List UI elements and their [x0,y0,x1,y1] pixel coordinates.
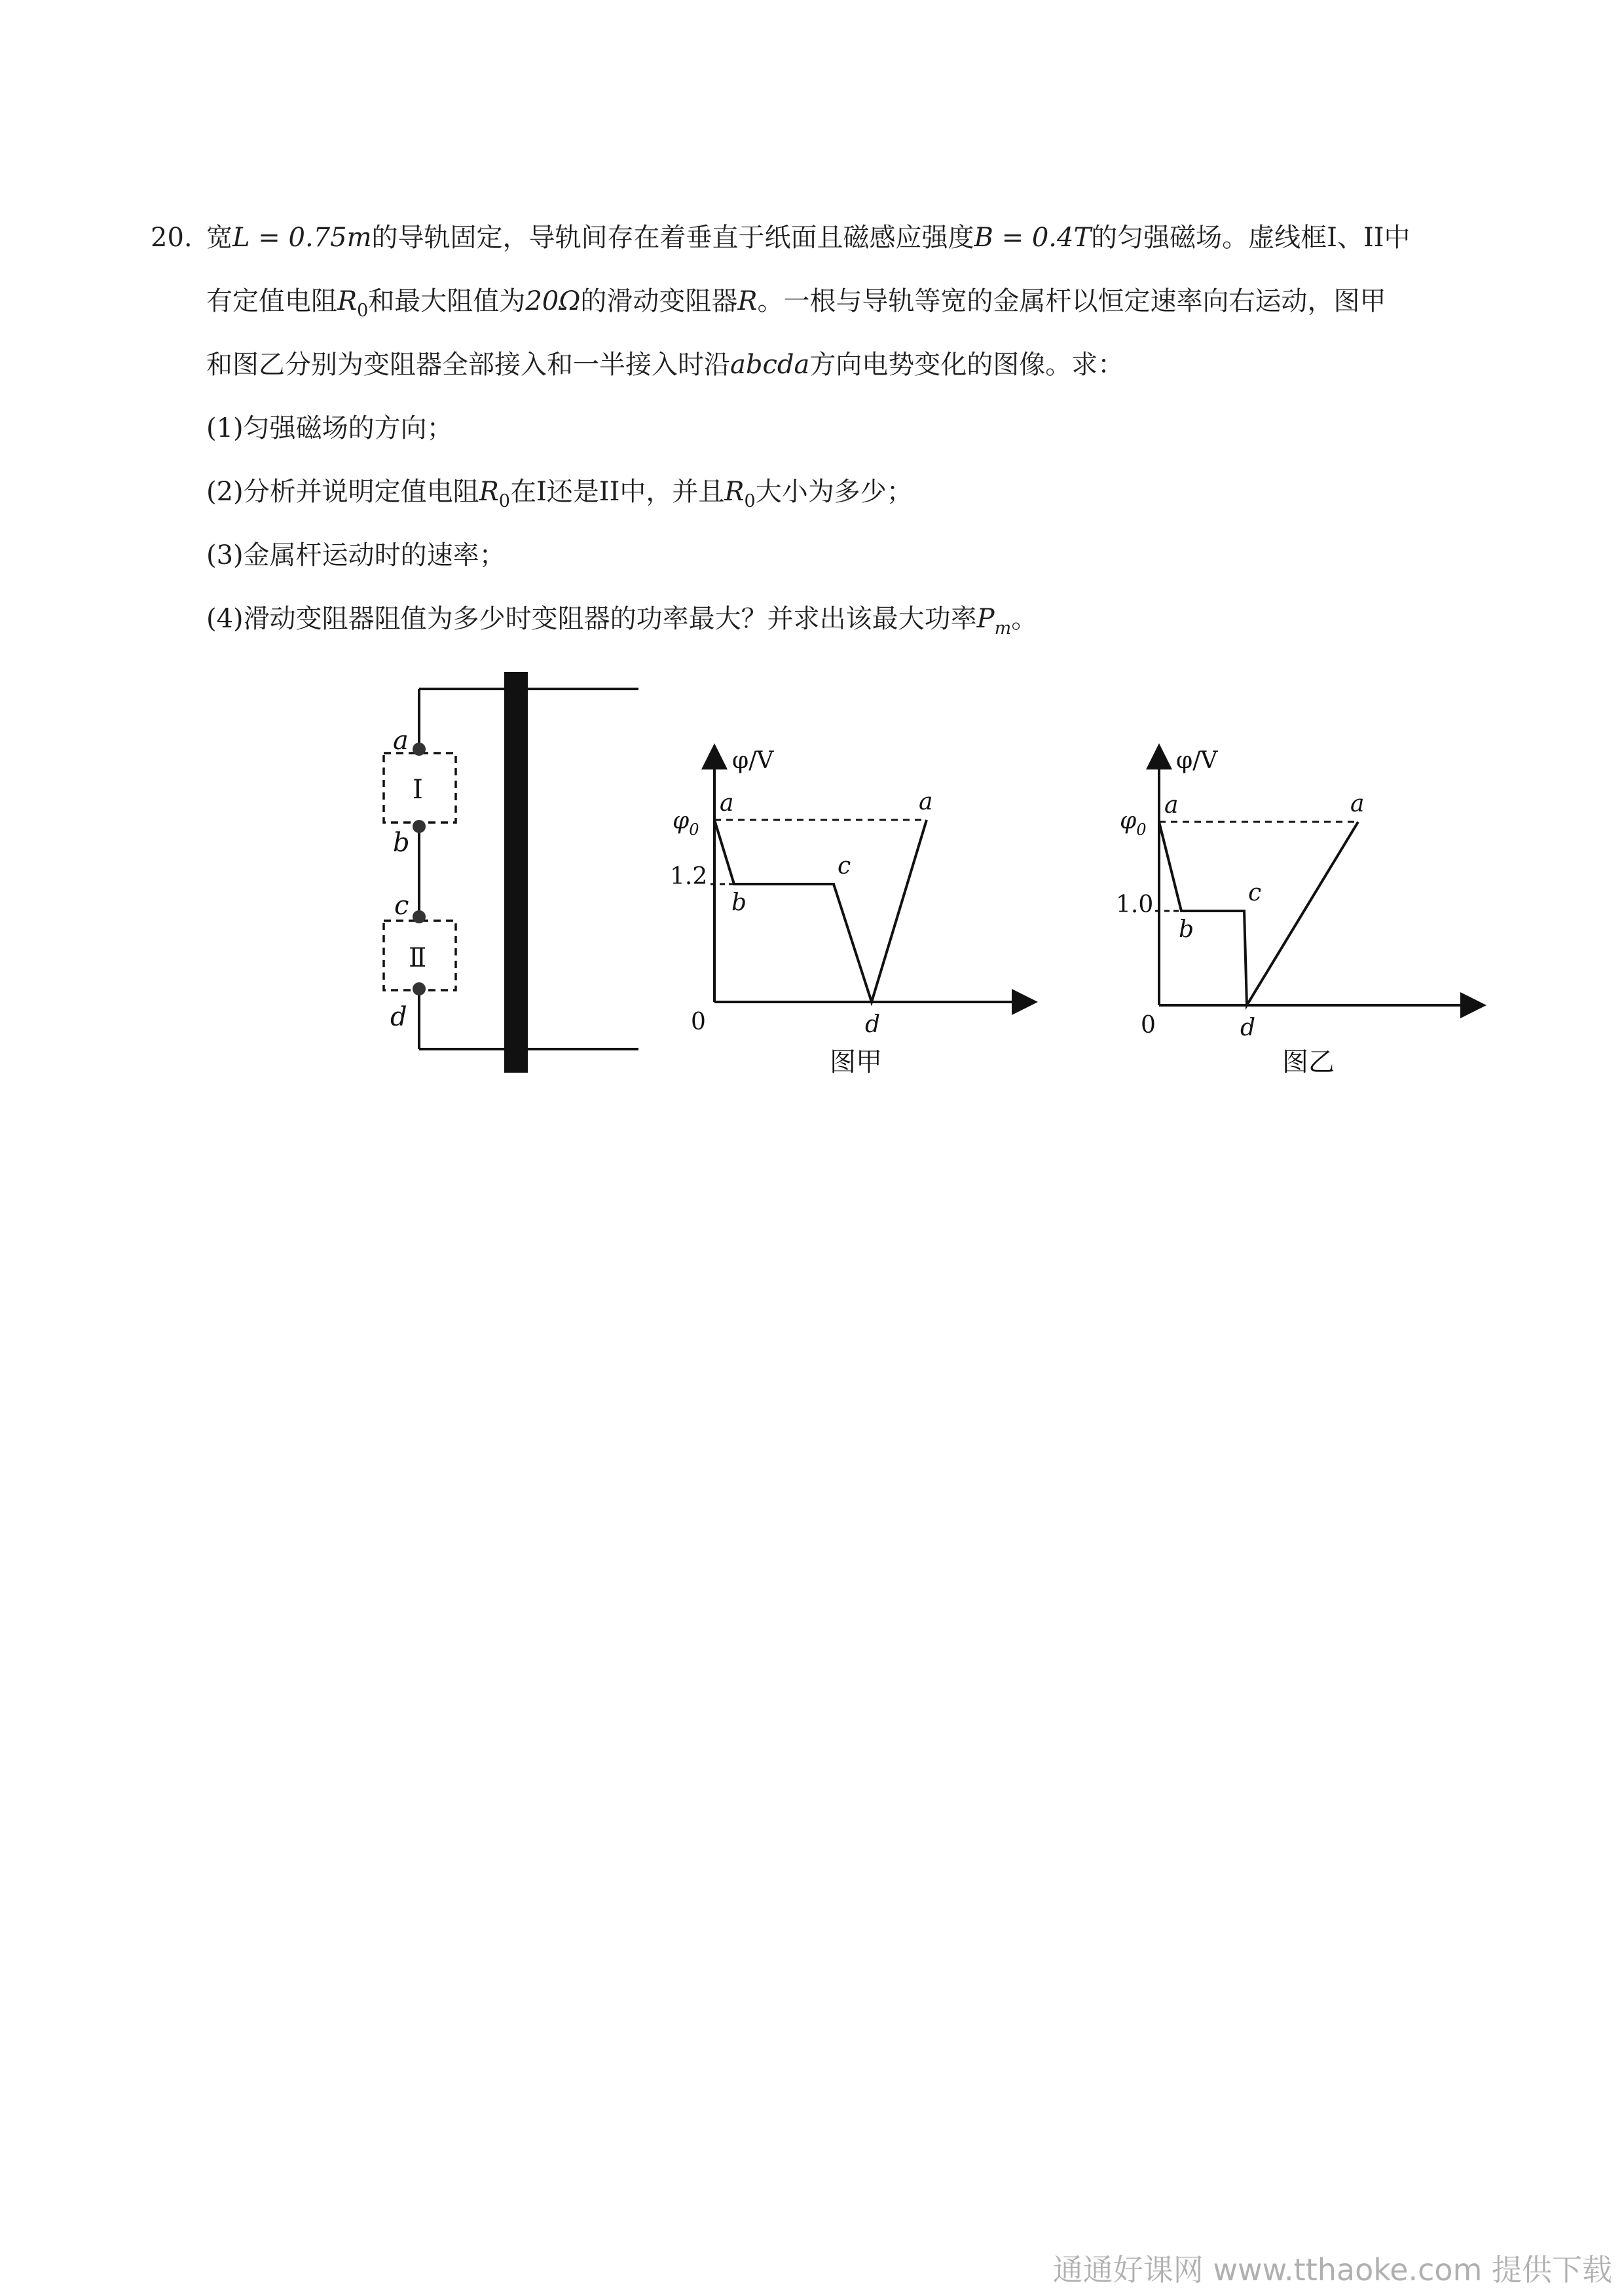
potential-line [1159,822,1358,1005]
circuit-diagram [367,661,655,1094]
terminal-a [413,743,426,756]
y-axis-label: φ/V [1176,747,1218,774]
terminal-d [413,982,426,995]
sub-question-4: (4)滑动变阻器阻值为多少时变阻器的功率最大？并求出该最大功率$P_m$。 [206,604,1038,639]
origin-label: 0 [1141,1012,1156,1039]
phi0-tick: $\varphi_0$ [1120,807,1147,839]
chart-yi-title: 图乙 [1282,1047,1335,1077]
point-label-d: d [1240,1014,1256,1041]
point-label-a: a [1350,790,1365,817]
sub-question-2: (2)分析并说明定值电阻$R_0$在I还是II中，并且$R_0$大小为多少； [206,477,913,511]
chart-jia-plot [710,788,932,1038]
problem-line-3: 和图乙分别为变阻器全部接入和一半接入时沿abcda方向电势变化的图像。求： [206,350,1124,380]
metal-rod [504,672,528,1073]
label-c: c [394,891,409,921]
box-ii-label: Ⅱ [409,943,427,973]
chart-jia [658,737,1051,1097]
point-label-a: a [919,788,933,815]
box-i-label: I [413,775,423,805]
point-label-c: c [838,853,851,880]
y-tick-1-0: 1.0 [1116,891,1154,918]
path-label: abcda [730,350,810,380]
problem-line-2: 有定值电阻$R_0$和最大阻值为20Ω的滑动变阻器R。一根与导轨等宽的金属杆以恒定速率向右运动，图甲 [206,286,1386,321]
point-label-c: c [1248,880,1262,906]
label-a: a [393,726,409,756]
phi0-tick: $\varphi_0$ [673,807,699,839]
terminal-b [413,820,426,833]
y-axis-label: φ/V [732,747,774,774]
terminal-c [413,910,426,923]
problem-number: 20. [151,223,193,253]
sub-question-3: (3)金属杆运动时的速率； [206,540,506,570]
chart-yi-plot [1155,790,1364,1041]
chart-jia-title: 图甲 [830,1047,882,1077]
watermark-footer: 通通好课网 www.tthaoke.com 提供下载 [1052,2252,1612,2287]
point-label-d: d [865,1011,881,1038]
width-equation: L = 0.75m [232,223,372,253]
sub-question-1: (1)匀强磁场的方向； [206,413,453,443]
origin-label: 0 [691,1009,706,1035]
point-label-b: b [1179,916,1194,943]
field-equation: B = 0.4T [974,223,1092,253]
max-resistance: 20Ω [525,286,581,316]
label-b: b [393,828,410,858]
point-label-b: b [731,889,747,916]
point-label-a: a [720,790,734,817]
y-tick-1-2: 1.2 [670,863,708,890]
problem-line-1: 宽L = 0.75m的导轨固定，导轨间存在着垂直于纸面且磁感应强度B = 0.4T的匀强磁场。虚线框I、II中 [206,223,1411,253]
label-d: d [390,1002,407,1032]
chart-yi [1107,737,1500,1097]
point-label-a: a [1164,792,1179,819]
